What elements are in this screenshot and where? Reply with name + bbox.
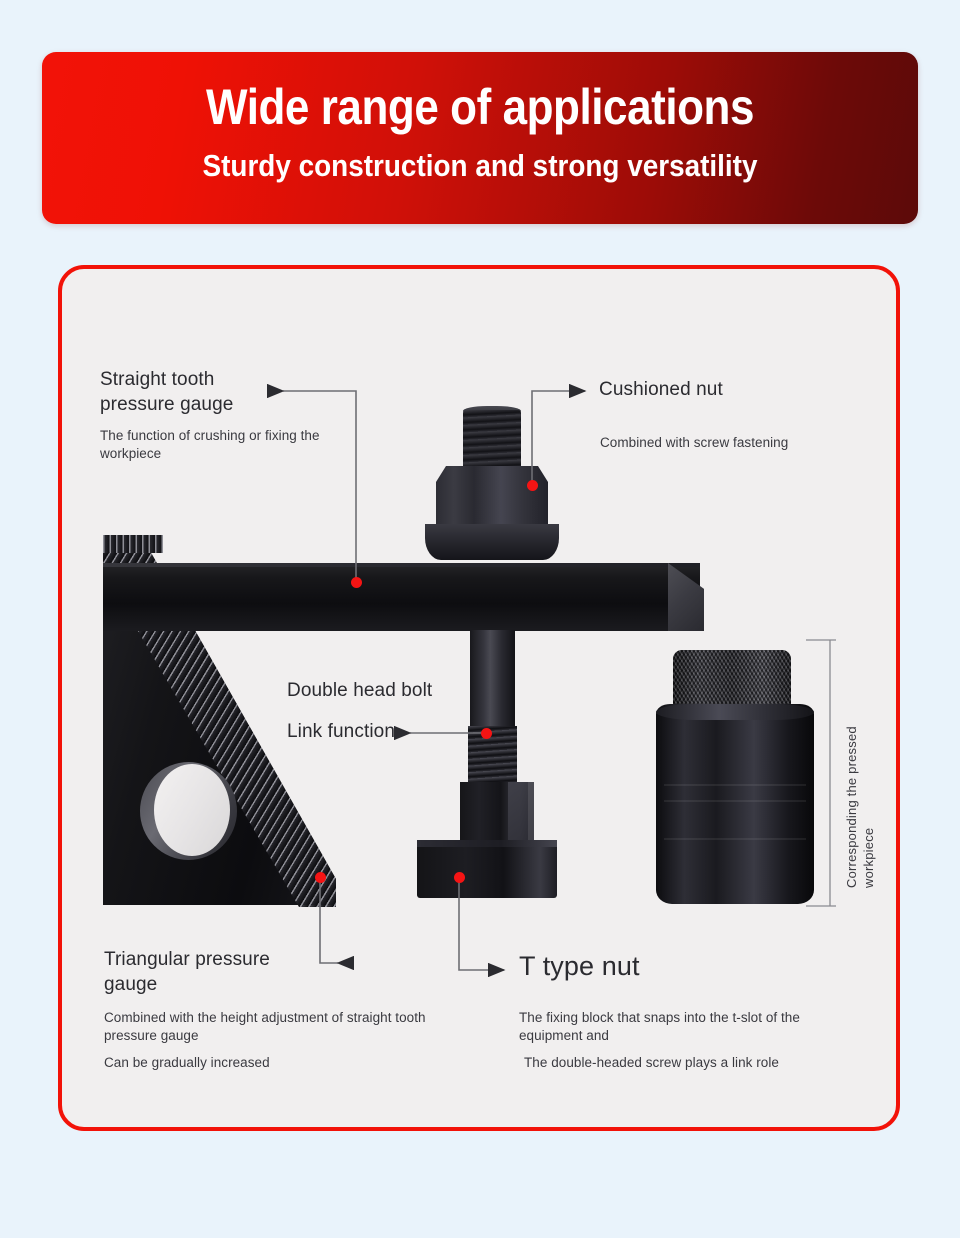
label-double-head-bolt-subtitle: Link function <box>287 721 395 742</box>
diagram-stage <box>58 265 900 1131</box>
workpiece-band <box>664 800 806 802</box>
triangular-gauge-hole-inner <box>154 764 230 856</box>
marker-dot-t-nut <box>454 872 465 883</box>
marker-dot-cushioned-nut <box>527 480 538 491</box>
header-banner <box>42 52 918 224</box>
marker-dot-triangular-gauge <box>315 872 326 883</box>
marker-dot-clamp-bar <box>351 577 362 588</box>
clamp-bar-highlight <box>103 563 700 567</box>
label-triangular-pressure-gauge-subtitle: Combined with the height adjustment of straight tooth pressure gauge <box>104 1010 426 1043</box>
banner-subtitle: Sturdy construction and strong versatility <box>202 148 758 183</box>
label-corresponding-pressed-workpiece: Corresponding the pressed workpiece <box>844 726 876 888</box>
label-straight-tooth-pressure-gauge-title: Straight tooth pressure gauge <box>100 369 234 415</box>
t-type-nut-base-top <box>417 840 557 847</box>
label-straight-tooth-pressure-gauge-subtitle: The function of crushing or fixing the workpiece <box>100 428 320 461</box>
label-double-head-bolt-title: Double head bolt <box>287 680 433 701</box>
banner-title: Wide range of applications <box>205 79 755 135</box>
cushioned-nut-stud <box>463 410 521 474</box>
t-type-nut-stem-bevel <box>508 782 534 844</box>
workpiece-cylinder-part <box>656 704 814 904</box>
label-triangular-pressure-gauge-subtitle2: Can be gradually increased <box>104 1055 270 1070</box>
workpiece-cylinder-top-face <box>656 704 814 720</box>
clamp-bar-serration-icon <box>103 535 163 553</box>
label-t-type-nut-title: T type nut <box>519 951 640 981</box>
workpiece-band <box>664 838 806 840</box>
workpiece-band <box>664 784 806 786</box>
label-cushioned-nut-title: Cushioned nut <box>599 379 723 400</box>
knurled-ring-part <box>673 650 791 712</box>
straight-tooth-clamp-bar-part <box>103 563 700 631</box>
cushioned-nut-flange <box>425 524 559 560</box>
product-diagram-card <box>58 265 900 1131</box>
label-t-type-nut-subtitle2: The double-headed screw plays a link role <box>524 1055 779 1070</box>
label-triangular-pressure-gauge-title: Triangular pressure gauge <box>104 949 270 995</box>
label-t-type-nut-subtitle: The fixing block that snaps into the t-slot of the equipment and <box>519 1010 800 1043</box>
t-type-nut-base <box>417 840 557 898</box>
label-cushioned-nut-subtitle: Combined with screw fastening <box>600 435 789 450</box>
